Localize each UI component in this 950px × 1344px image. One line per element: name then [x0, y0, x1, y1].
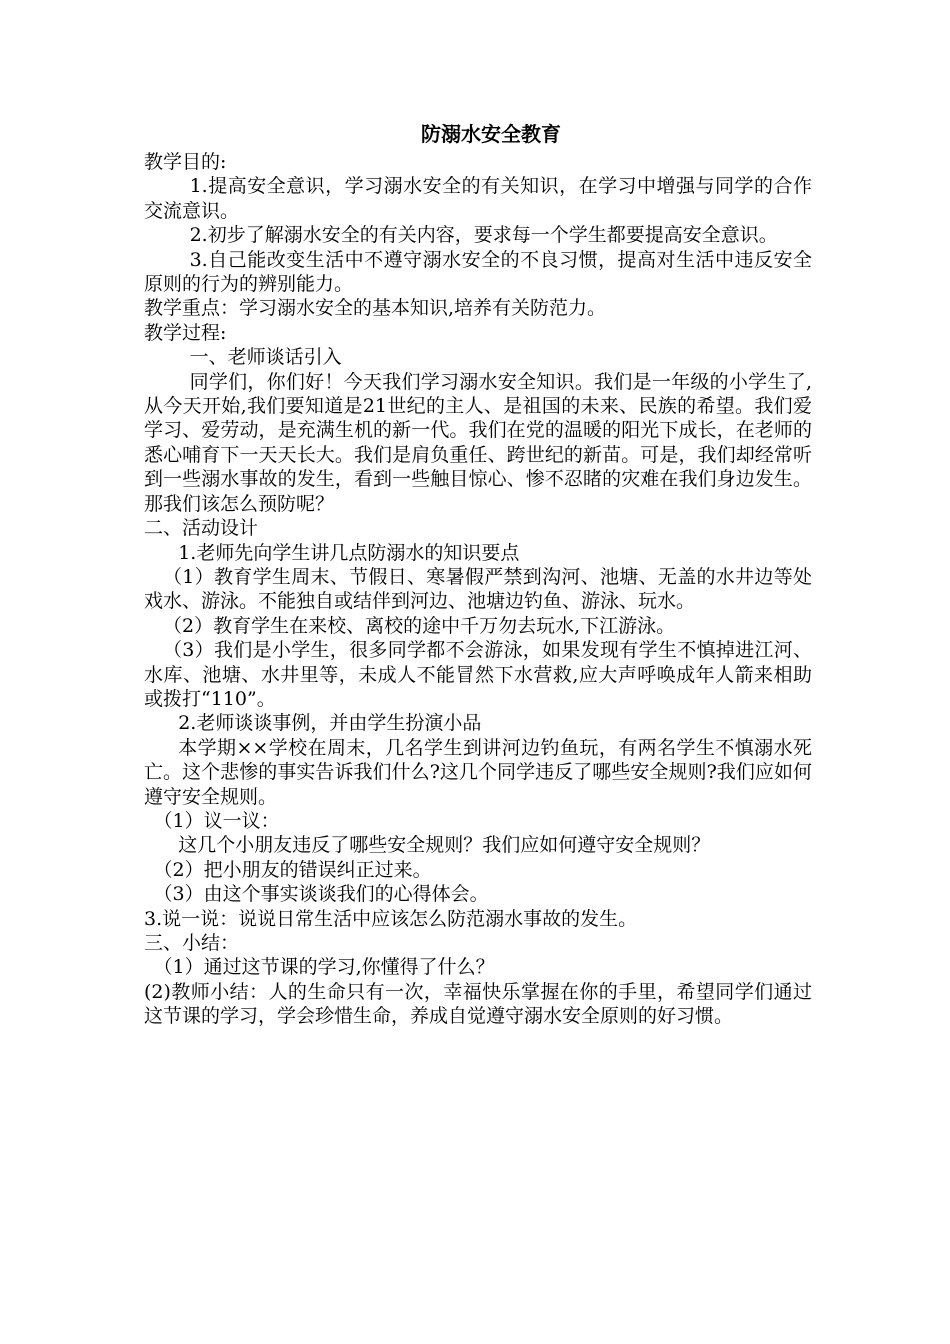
- teaching-focus: 教学重点：学习溺水安全的基本知识,培养有关防范力。: [144, 297, 607, 320]
- objective-item-2: 2.初步了解溺水安全的有关内容，要求每一个学生都要提高安全意识。: [189, 224, 778, 247]
- discussion-question: 这几个小朋友违反了哪些安全规则？我们应如何遵守安全规则？: [178, 834, 711, 857]
- case-paragraph: 本学期××学校在周末，几名学生到讲河边钓鱼玩，有两名学生不慎溺水死亡。这个悲惨的事实告诉我们什么?这几个同学违反了哪些安全规则?我们应如何遵守安全规则。: [144, 736, 812, 808]
- knowledge-point-1: （1）教育学生周末、节假日、寒暑假严禁到沟河、池塘、无盖的水井边等处戏水、游泳。不能独自或结伴到河边、池塘边钓鱼、游泳、玩水。: [144, 565, 812, 613]
- discussion-item-1: （1）议一议：: [153, 809, 280, 832]
- discussion-item-2: （2）把小朋友的错误纠正过来。: [153, 858, 432, 881]
- knowledge-point-3: （3）我们是小学生，很多同学都不会游泳，如果发现有学生不慎掉进江河、水库、池塘、水井里等，未成人不能冒然下水营救,应大声呼唤成年人箭来相助或拨打“110”。: [144, 639, 812, 710]
- activity-item-1: 1.老师先向学生讲几点防溺水的知识要点: [178, 541, 520, 564]
- objective-item-1: 1.提高安全意识，学习溺水安全的有关知识，在学习中增强与同学的合作交流意识。: [144, 175, 812, 222]
- section-heading-summary: 三、小结：: [144, 932, 240, 954]
- activity-item-3: 3.说一说：说说日常生活中应该怎么防范溺水事故的发生。: [144, 907, 638, 930]
- discussion-item-3: （3）由这个事实谈谈我们的心得体会。: [153, 883, 489, 906]
- document-body: [144, 118, 812, 1029]
- activity-item-2: 2.老师谈谈事例，并由学生扮演小品: [178, 712, 482, 735]
- summary-item-1: （1）通过这节课的学习,你懂得了什么？: [153, 956, 495, 979]
- subheading-intro: 一、老师谈话引入: [189, 346, 342, 369]
- section-heading-process: 教学过程:: [144, 321, 227, 344]
- objective-item-3: 3.自己能改变生活中不遵守溺水安全的不良习惯，提高对生活中违反安全原则的行为的辨别能力。: [144, 248, 812, 296]
- section-heading-activity: 二、活动设计: [144, 517, 259, 540]
- knowledge-point-2: （2）教育学生在来校、离校的途中千万勿去玩水,下江游泳。: [163, 614, 676, 637]
- document-title: 防溺水安全教育: [421, 122, 561, 146]
- section-heading-objectives: 教学目的:: [144, 151, 227, 173]
- summary-item-2: (2)教师小结：人的生命只有一次，幸福快乐掌握在你的手里，希望同学们通过这节课的学习，学会珍惜生命，养成自觉遵守溺水安全原则的好习惯。: [144, 980, 812, 1028]
- intro-paragraph: 同学们，你们好！今天我们学习溺水安全知识。我们是一年级的小学生了,从今天开始,我们要知道是21世纪的主人、是祖国的未来、民族的希望。我们爱学习、爱劳动，是充满生机的新一代。我们在党的温暖的阳光下成长，在老师的悉心哺育下一天天长大。我们是肩负重任、跨世纪的新苗。可是，我们却经常听到一些溺水事故的发生，看到一些触目惊心、惨不忍睹的灾难在我们身边发生。那我们该怎么预防呢？: [144, 370, 812, 515]
